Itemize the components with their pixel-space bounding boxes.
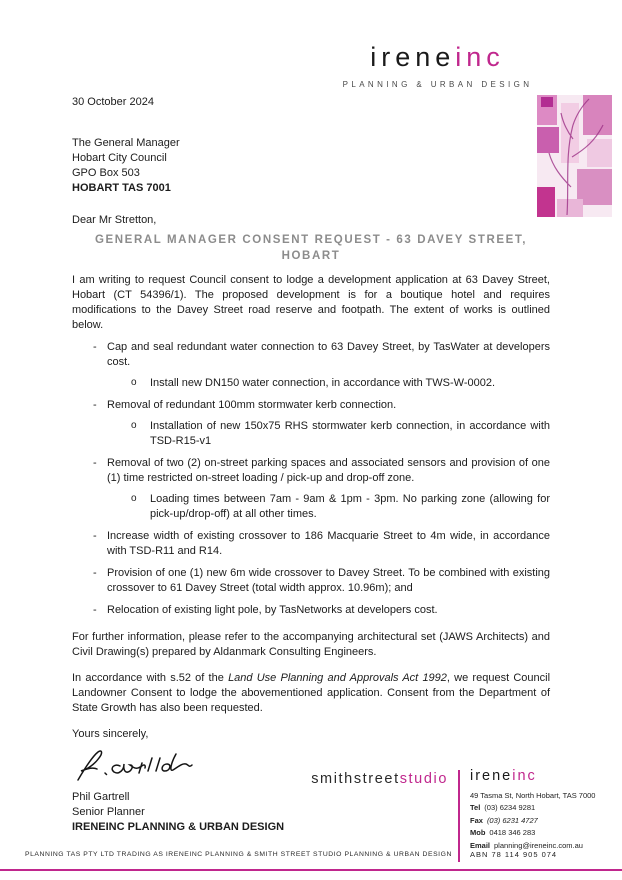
act-text-before: In accordance with s.52 of the xyxy=(72,672,229,684)
contact-label: Fax xyxy=(470,815,483,825)
signatory-title: Senior Planner xyxy=(72,806,145,818)
list-item xyxy=(72,419,550,449)
contact-label: Tel xyxy=(470,803,481,813)
list-item-text: Increase width of existing crossover to 186 Macquarie Street to 4m wide, in accordance with TSD-R11 and R14. xyxy=(107,530,550,557)
bullet-marker: o xyxy=(131,493,137,504)
logo-wordmark-black: irene xyxy=(370,42,456,72)
letter-body xyxy=(72,0,551,838)
footer-contact-block xyxy=(470,790,595,852)
signatory-name: Phil Gartrell xyxy=(72,791,130,803)
list-item-text: Installation of new 150x75 RHS stormwater kerb connection, in accordance with TSD-R15-v1 xyxy=(150,420,550,447)
contact-value: (03) 6231 4727 xyxy=(486,815,538,825)
act-paragraph xyxy=(72,671,550,716)
list-item xyxy=(72,566,550,596)
footer-accent-line xyxy=(0,869,622,871)
footer-address: 49 Tasma St, North Hobart, TAS 7000 xyxy=(470,791,596,800)
letter-date: 30 October 2024 xyxy=(72,96,154,108)
further-info-paragraph: For further information, please refer to the accompanying architectural set (JAWS Architects) and Civil Drawing(s) prepared by Aldanmark Consulting Engineers. xyxy=(72,631,550,658)
contact-value: 0418 346 283 xyxy=(489,828,536,838)
list-item xyxy=(72,376,550,391)
bullet-marker: o xyxy=(131,377,137,388)
contact-label: Email xyxy=(470,840,491,850)
closing-line: Yours sincerely, xyxy=(72,728,149,740)
list-item xyxy=(72,398,550,413)
footer-divider xyxy=(458,770,460,862)
list-item xyxy=(72,340,550,370)
contact-value: planning@ireneinc.com.au xyxy=(494,840,583,850)
salutation: Dear Mr Stretton, xyxy=(72,214,157,226)
signatory-block xyxy=(72,790,372,835)
footer-brand-wordmark xyxy=(470,768,537,784)
footer-contact-row xyxy=(470,802,595,814)
list-item-text: Relocation of existing light pole, by TasNetworks at developers cost. xyxy=(107,604,438,616)
footer-brand-pink: inc xyxy=(512,768,537,784)
list-item-text: Install new DN150 water connection, in accordance with TWS-W-0002. xyxy=(150,377,496,389)
recipient-line: The General Manager xyxy=(72,137,180,149)
footer-contact-row xyxy=(470,827,595,839)
contact-value: (03) 6234 9281 xyxy=(484,803,536,813)
footer-contact-row xyxy=(470,815,595,827)
footer-studio-black: smithstreet xyxy=(311,771,400,787)
list-item xyxy=(72,492,550,522)
bullet-marker: o xyxy=(131,420,137,431)
bullet-marker: - xyxy=(93,457,97,469)
list-item-text: Cap and seal redundant water connection to 63 Davey Street, by TasWater at developers cost. xyxy=(107,341,550,368)
signatory-company: IRENEINC PLANNING & URBAN DESIGN xyxy=(72,821,285,833)
list-item xyxy=(72,529,550,559)
list-item-text: Provision of one (1) new 6m wide crossover to Davey Street. To be combined with existing crossover to 61 Davey Street (total width approx. 10.96m); and xyxy=(107,567,550,594)
bullet-marker: - xyxy=(93,399,97,411)
recipient-line: HOBART TAS 7001 xyxy=(72,182,171,194)
contact-label: Mob xyxy=(470,828,486,838)
act-title: Land Use Planning and Approvals Act 1992 xyxy=(228,672,447,684)
footer-brand-black: irene xyxy=(470,768,513,784)
list-item-text: Loading times between 7am - 9am & 1pm - 3pm. No parking zone (allowing for pick-up/drop-off) at all other times. xyxy=(150,493,550,520)
recipient-line: Hobart City Council xyxy=(72,152,167,164)
subject-line: GENERAL MANAGER CONSENT REQUEST - 63 DAVEY STREET, HOBART xyxy=(94,234,528,262)
footer-abn: ABN 78 114 905 074 xyxy=(470,850,558,859)
bullet-marker: - xyxy=(93,341,97,353)
list-item-text: Removal of redundant 100mm stormwater kerb connection. xyxy=(107,399,397,411)
intro-paragraph: I am writing to request Council consent to lodge a development application at 63 Davey Street, Hobart (CT 54396/1). The proposed development is for a boutique hotel and requires modifications to the Davey Street road reserve and footpath. The extent of works is outlined below. xyxy=(72,274,550,331)
bullet-marker: - xyxy=(93,530,97,542)
footer-legal-text: PLANNING TAS PTY LTD TRADING AS IRENEINC PLANNING & SMITH STREET STUDIO PLANNING & URBAN DESIGN xyxy=(25,851,452,858)
act-text-after: , we request Council Landowner Consent to lodge the abovementioned application. Consent from the Department of State Growth has also been requested. xyxy=(72,672,551,714)
bullet-marker: - xyxy=(93,604,97,616)
list-item xyxy=(72,603,550,618)
recipient-address xyxy=(72,136,550,196)
list-item-text: Removal of two (2) on-street parking spaces and associated sensors and provision of one (1) time restricted on-street loading / pick-up and drop-off zone. xyxy=(107,457,550,484)
recipient-line: GPO Box 503 xyxy=(72,167,140,179)
bullet-marker: - xyxy=(93,567,97,579)
logo-wordmark-pink: inc xyxy=(455,42,505,72)
works-list xyxy=(72,340,550,618)
list-item xyxy=(72,456,550,486)
footer-studio-wordmark xyxy=(0,771,448,787)
logo-tagline: PLANNING & URBAN DESIGN xyxy=(342,80,533,89)
footer-studio-pink: studio xyxy=(399,771,448,787)
